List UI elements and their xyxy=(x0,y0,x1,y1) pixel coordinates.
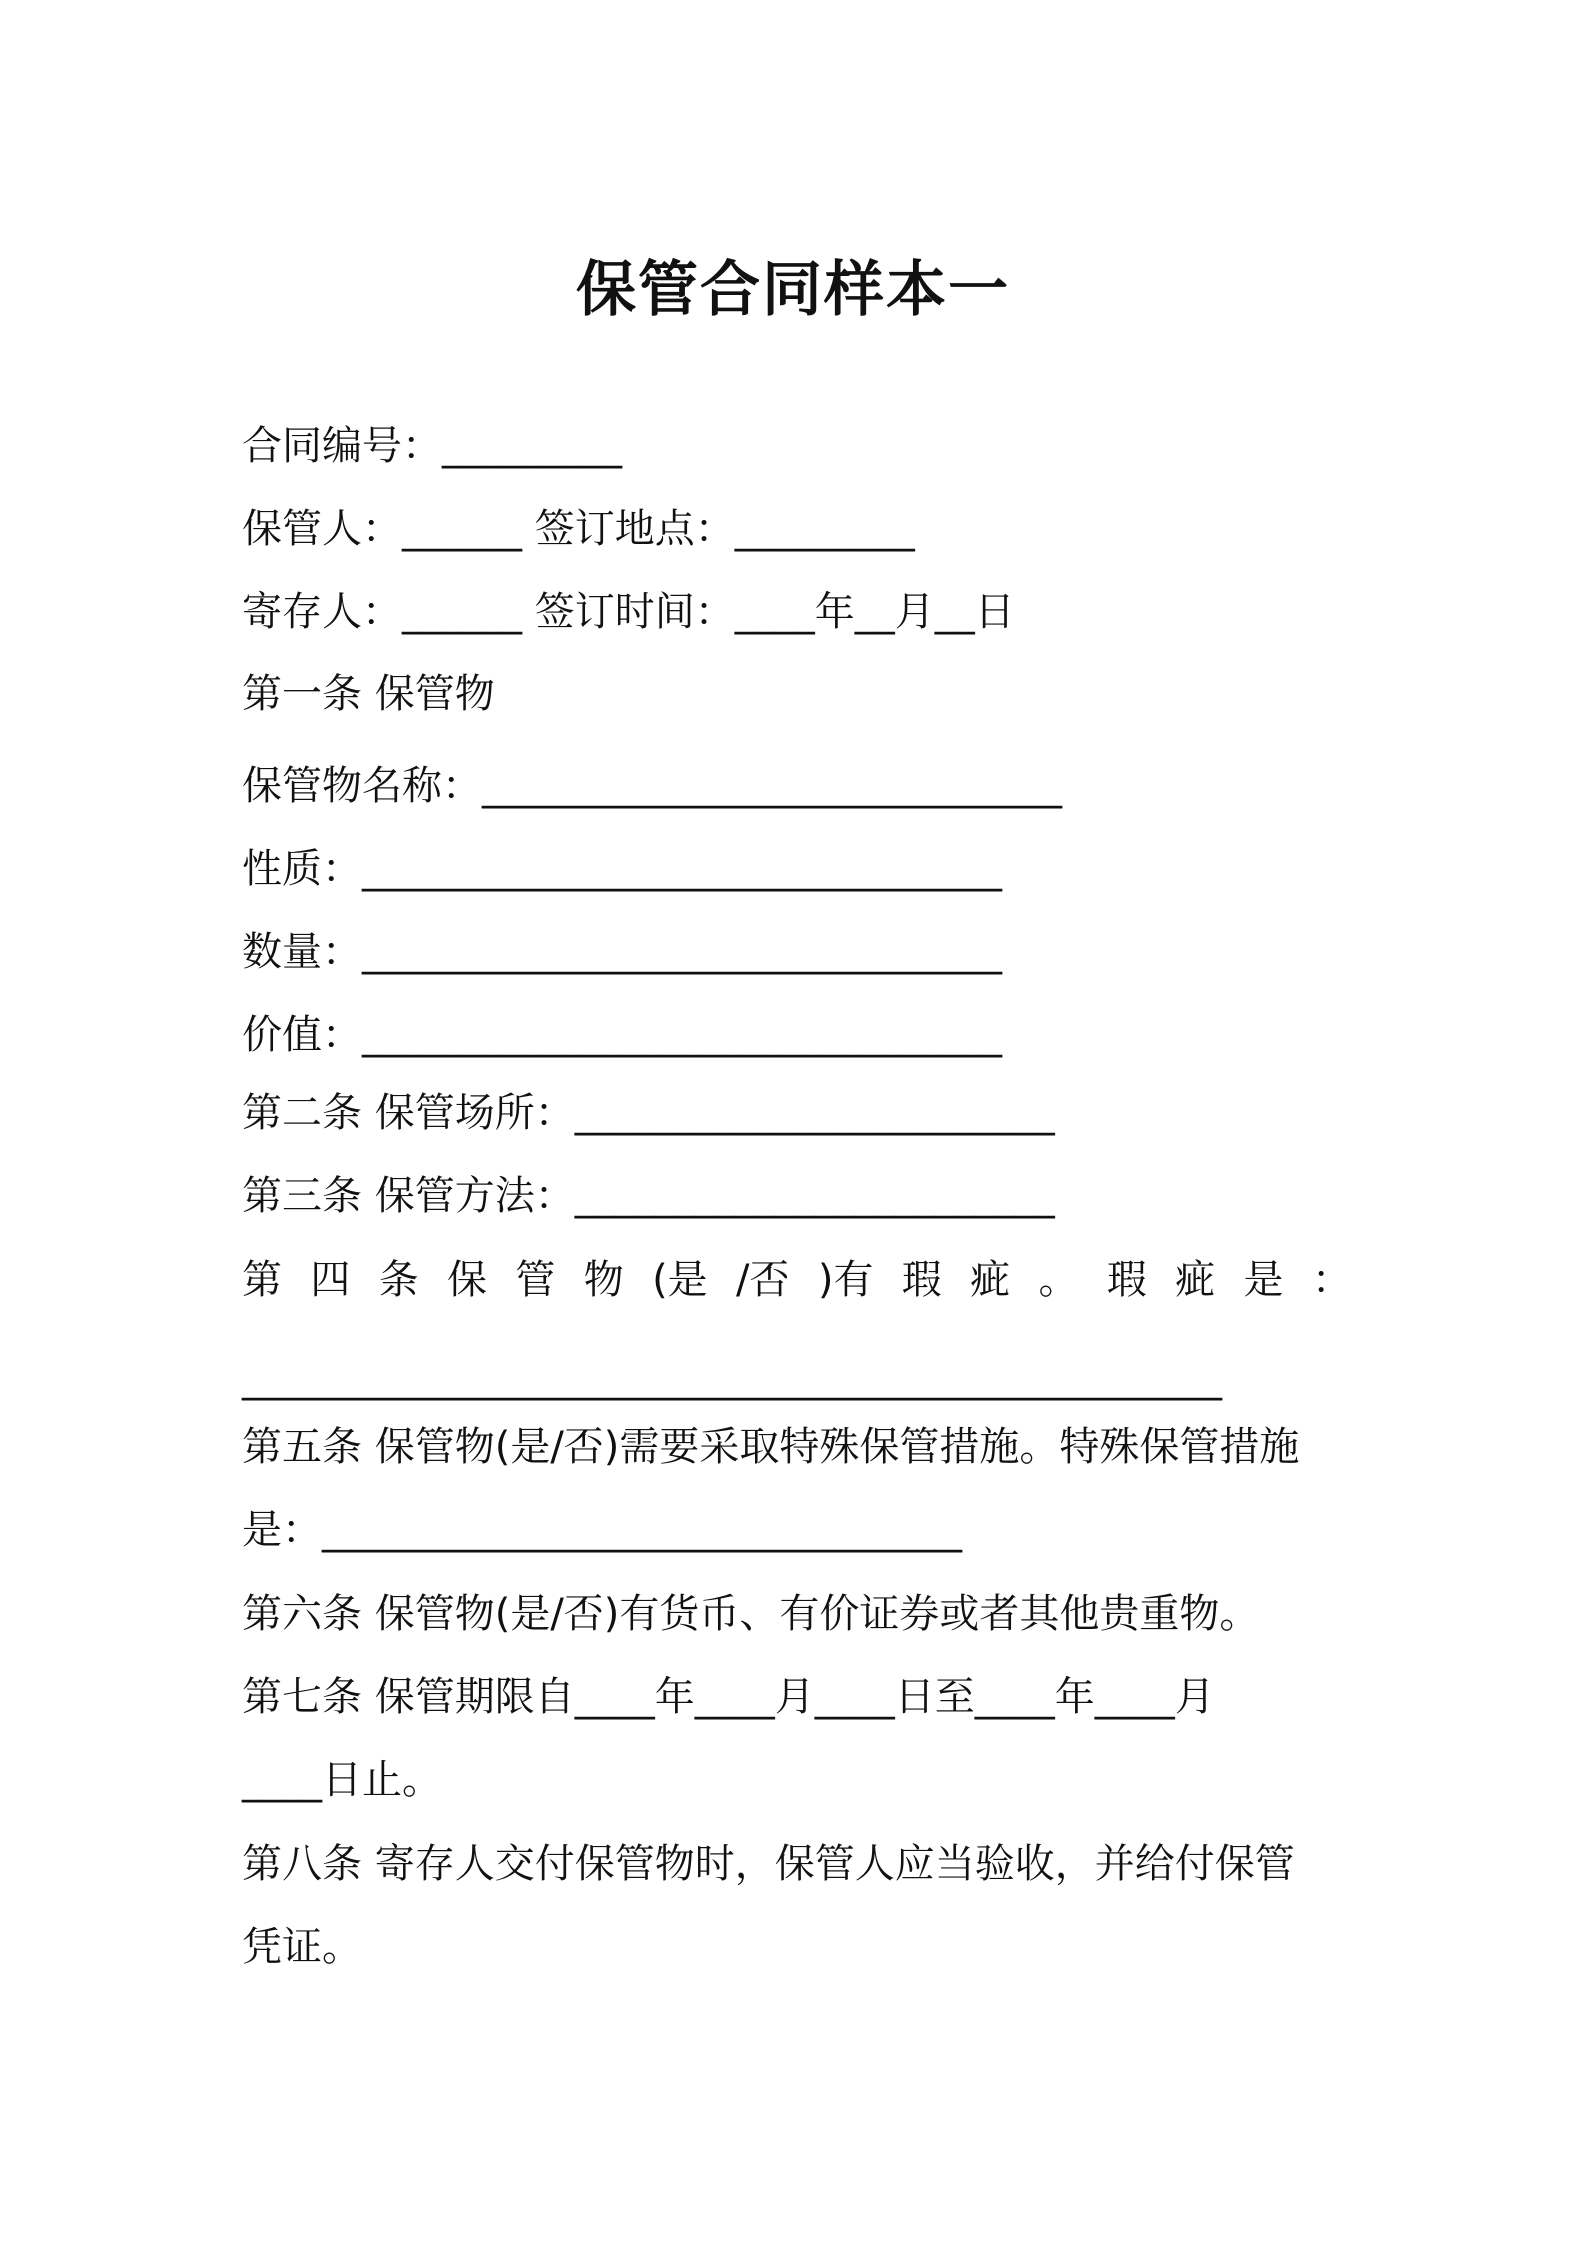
article-4-token: 第 xyxy=(242,1257,282,1303)
article-4-token: 物 xyxy=(583,1257,624,1303)
article-4-token: )有 xyxy=(817,1257,874,1303)
article-4-token: 是 xyxy=(1243,1257,1284,1303)
article-5-line-2: 是：________________________________ xyxy=(242,1507,962,1553)
quantity-line: 数量：________________________________ xyxy=(242,929,1002,975)
article-4-token: 条 xyxy=(378,1257,419,1303)
article-4-token: (是 xyxy=(652,1257,708,1303)
article-8-line-2: 凭证。 xyxy=(242,1924,362,1970)
item-name-line: 保管物名称：_____________________________ xyxy=(242,763,1062,809)
article-4-token: 疵 xyxy=(970,1257,1011,1303)
value-line: 价值：________________________________ xyxy=(242,1012,1002,1058)
article-4-line xyxy=(242,1252,1352,1308)
article-2-line: 第二条 保管场所：________________________ xyxy=(242,1090,1055,1136)
article-5-line-1: 第五条 保管物(是/否)需要采取特殊保管措施。特殊保管措施 xyxy=(242,1424,1300,1470)
custodian-line: 保管人：______ 签订地点：_________ xyxy=(242,506,915,552)
document-title: 保管合同样本一 xyxy=(576,255,1010,325)
article-4-token: 四 xyxy=(310,1257,351,1303)
article-6-line: 第六条 保管物(是/否)有货币、有价证券或者其他贵重物。 xyxy=(242,1591,1260,1637)
article-4-token: 保 xyxy=(447,1257,488,1303)
article-4-token: 瑕 xyxy=(901,1257,942,1303)
article-4-token: 管 xyxy=(515,1257,556,1303)
article-3-line: 第三条 保管方法：________________________ xyxy=(242,1173,1055,1219)
article-4-token: 疵 xyxy=(1175,1257,1216,1303)
article-1-heading: 第一条 保管物 xyxy=(242,671,495,717)
article-4-token: /否 xyxy=(736,1257,790,1303)
article-4-blank-line: _________________________________________________ xyxy=(242,1355,1222,1401)
article-4-token: 。 xyxy=(1038,1257,1079,1303)
article-7-line-2: ____日止。 xyxy=(242,1757,442,1803)
article-4-token: 瑕 xyxy=(1106,1257,1147,1303)
article-7-line-1: 第七条 保管期限自____年____月____日至____年____月 xyxy=(242,1674,1215,1720)
depositor-line: 寄存人：______ 签订时间：____年__月__日 xyxy=(242,589,1015,635)
nature-line: 性质：________________________________ xyxy=(242,846,1002,892)
article-4-token: ： xyxy=(1311,1257,1352,1303)
article-8-line-1: 第八条 寄存人交付保管物时，保管人应当验收，并给付保管 xyxy=(242,1841,1295,1887)
contract-number-line: 合同编号：_________ xyxy=(242,423,622,469)
